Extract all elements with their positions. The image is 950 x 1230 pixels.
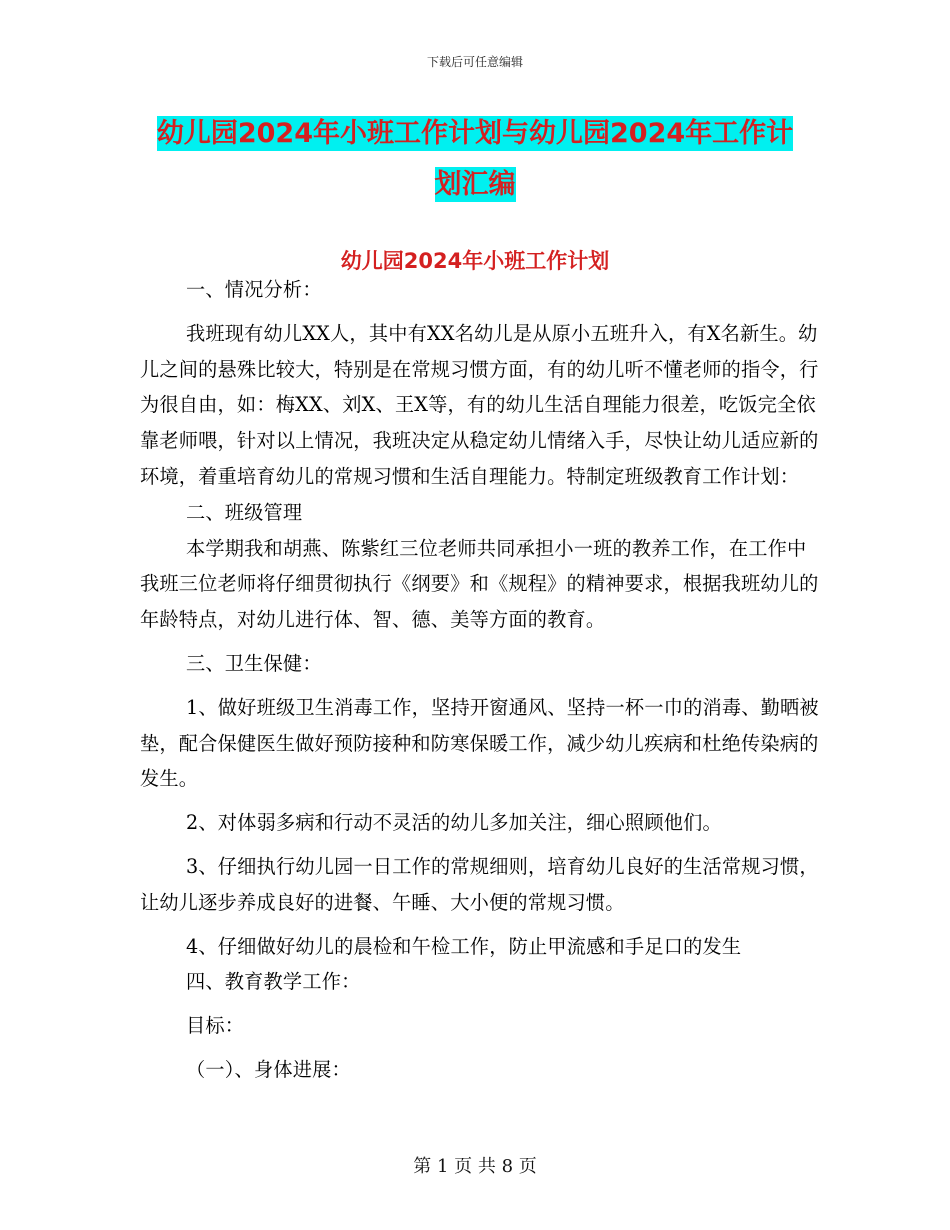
heading-situation-analysis: 一、情况分析： (186, 278, 322, 301)
heading-health-care: 三、卫生保健： (186, 651, 322, 675)
heading-teaching-work: 四、教育教学工作： (186, 970, 361, 994)
page-header: 下载后可任意编辑 (426, 55, 523, 69)
heading-goals: 目标： (186, 1014, 245, 1038)
document-body (140, 272, 820, 1088)
paragraph-situation: 我班现有幼儿XX人，其中有XX名幼儿是从原小五班升入，有X名新生。幼儿之间的悬殊比较大，特别是在常规习惯方面，有的幼儿听不懂老师的指令，行为很自由，如：梅XX、刘X、王X等，有的幼儿生活自理能力很差，吃饭完全依靠老师喂，针对以上情况，我班决定从稳定幼儿情绪入手，尽快让幼儿适应新的环境，着重培育幼儿的常规习惯和生活自理能力。特制定班级教育工作计划： (140, 321, 819, 488)
document-title (0, 108, 950, 210)
paragraph-health-1: 1、做好班级卫生消毒工作，坚持开窗通风、坚持一杯一巾的消毒、勤晒被垫，配合保健医生做好预防接种和防寒保暖工作，减少幼儿疾病和杜绝传染病的发生。 (140, 695, 819, 791)
heading-physical-development: （一）、身体进展： (186, 1057, 351, 1081)
page-footer: 第 1 页 共 8 页 (413, 1156, 537, 1177)
paragraph-health-3: 3、仔细执行幼儿园一日工作的常规细则，培育幼儿良好的生活常规习惯，让幼儿逐步养成良好的进餐、午睡、大小便的常规习惯。 (140, 854, 819, 914)
paragraph-class-management: 本学期我和胡燕、陈紫红三位老师共同承担小一班的教养工作，在工作中我班三位老师将仔细贯彻执行《纲要》和《规程》的精神要求，根据我班幼儿的年龄特点，对幼儿进行体、智、德、美等方面的教育。 (140, 536, 819, 632)
paragraph-health-4: 4、仔细做好幼儿的晨检和午检工作，防止甲流感和手足口的发生 (186, 934, 742, 958)
document-title-line-1: 幼儿园2024年小班工作计划与幼儿园2024年工作计 (156, 118, 794, 149)
heading-class-management: 二、班级管理 (186, 500, 303, 524)
section-title: 幼儿园2024年小班工作计划 (340, 249, 610, 273)
paragraph-health-2: 2、对体弱多病和行动不灵活的幼儿多加关注，细心照顾他们。 (186, 811, 722, 835)
document-title-line-2: 划汇编 (434, 169, 516, 200)
